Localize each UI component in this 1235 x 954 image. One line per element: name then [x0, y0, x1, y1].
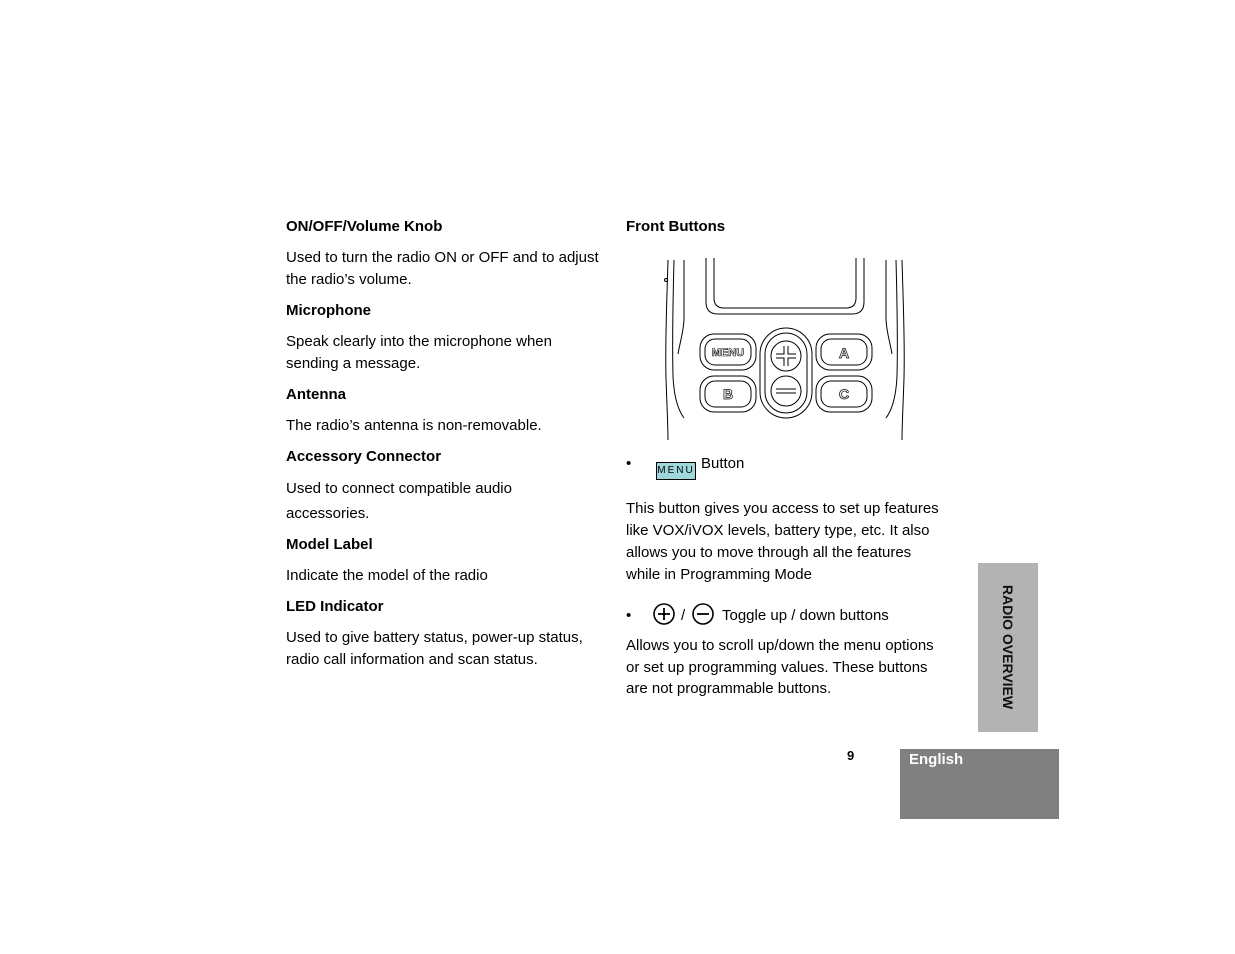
language-label: English — [909, 751, 964, 768]
menu-desc-2: like VOX/iVOX levels, battery type, etc. It also — [626, 522, 930, 539]
illustration-menu-label: MENU — [711, 347, 745, 359]
toggle-bullet-label: Toggle up / down buttons — [722, 607, 889, 624]
menu-desc-4: while in Programming Mode — [626, 566, 812, 583]
language-tab — [900, 749, 1059, 819]
heading-front-buttons: Front Buttons — [626, 218, 726, 235]
radio-front-illustration — [662, 258, 908, 440]
bullet-dot-2: • — [626, 607, 632, 624]
para-volume-knob-1: Used to turn the radio ON or OFF and to adjust — [286, 249, 599, 266]
para-model-label-1: Indicate the model of the radio — [286, 567, 488, 584]
heading-model-label: Model Label — [286, 536, 373, 553]
plus-circle-icon — [652, 602, 676, 626]
toggle-desc-1: Allows you to scroll up/down the menu options — [626, 637, 934, 654]
illustration-a-label: A — [838, 345, 850, 361]
heading-microphone: Microphone — [286, 302, 371, 319]
illustration-b-label: B — [722, 386, 734, 402]
menu-chip: MENU — [656, 462, 696, 480]
menu-bullet-label: Button — [701, 455, 745, 472]
page-number: 9 — [847, 748, 855, 763]
chapter-side-tab — [978, 563, 1038, 732]
heading-accessory-connector: Accessory Connector — [286, 448, 442, 465]
para-microphone-2: sending a message. — [286, 355, 421, 372]
menu-desc-1: This button gives you access to set up features — [626, 500, 939, 517]
para-led-indicator-1: Used to give battery status, power-up status, — [286, 629, 583, 646]
toggle-desc-3: are not programmable buttons. — [626, 680, 832, 697]
para-led-indicator-2: radio call information and scan status. — [286, 651, 538, 668]
toggle-separator: / — [681, 607, 686, 624]
toggle-desc-2: or set up programming values. These buttons — [626, 659, 928, 676]
illustration-c-label: C — [838, 386, 850, 402]
heading-antenna: Antenna — [286, 386, 346, 403]
minus-circle-icon — [691, 602, 715, 626]
para-accessory-connector-2: accessories. — [286, 505, 370, 522]
para-antenna-1: The radio’s antenna is non-removable. — [286, 417, 542, 434]
menu-desc-3: allows you to move through all the features — [626, 544, 912, 561]
chapter-tab-label: RADIO OVERVIEW — [1000, 584, 1016, 710]
para-microphone-1: Speak clearly into the microphone when — [286, 333, 552, 350]
para-accessory-connector-1: Used to connect compatible audio — [286, 480, 512, 497]
bullet-dot: • — [626, 455, 632, 472]
heading-volume-knob: ON/OFF/Volume Knob — [286, 218, 443, 235]
menu-button-icon — [656, 460, 696, 480]
para-volume-knob-2: the radio’s volume. — [286, 271, 412, 288]
heading-led-indicator: LED Indicator — [286, 598, 384, 615]
